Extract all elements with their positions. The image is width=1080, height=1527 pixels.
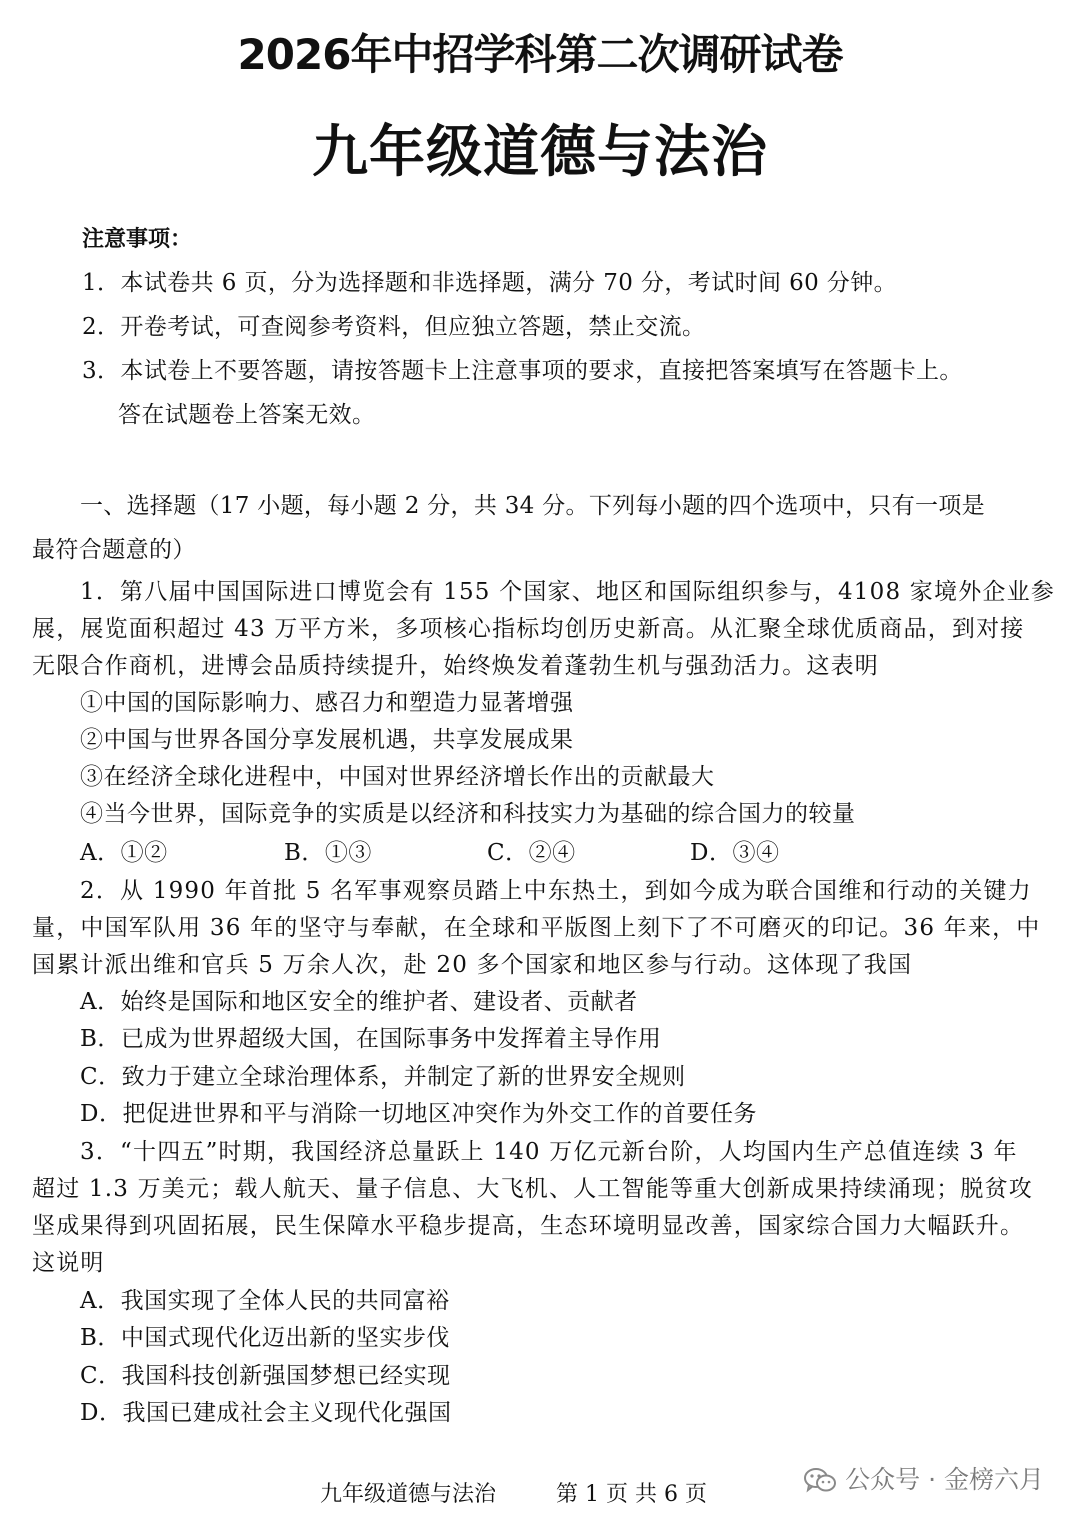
note-item-3: 3．本试卷上不要答题，请按答题卡上注意事项的要求，直接把答案填写在答题卡上。 (82, 358, 963, 384)
section-heading-continued: 最符合题意的） (32, 537, 196, 563)
question-1-option-b: B．①③ (284, 840, 372, 866)
question-3-stem-line-2: 超过 1.3 万美元；载人航天、量子信息、大飞机、人工智能等重大创新成果持续涌现；脱贫攻 (32, 1176, 1033, 1202)
exam-title: 2026年中招学科第二次调研试卷 (237, 30, 843, 79)
question-3-stem-line-1: 3．“十四五”时期，我国经济总量跃上 140 万亿元新台阶，人均国内生产总值连续 3 年 (80, 1139, 1018, 1165)
question-2-stem-line-2: 量，中国军队用 36 年的坚守与奉献，在全球和平版图上刻下了不可磨灭的印记。36 年来，中 (32, 915, 1041, 941)
exam-subject-title: 九年级道德与法治 (312, 120, 768, 185)
question-1-statement-1: ①中国的国际影响力、感召力和塑造力显著增强 (80, 690, 574, 716)
question-2-stem-line-3: 国累计派出维和官兵 5 万余人次，赴 20 多个国家和地区参与行动。这体现了我国 (32, 952, 913, 978)
watermark (803, 1460, 1044, 1500)
question-3-stem-line-4: 这说明 (32, 1250, 105, 1276)
footer-page-info: 第 1 页 共 6 页 (556, 1482, 707, 1507)
question-2-option-d: D．把促进世界和平与消除一切地区冲突作为外交工作的首要任务 (80, 1101, 757, 1127)
question-1-option-d: D．③④ (690, 840, 780, 866)
note-item-1: 1．本试卷共 6 页，分为选择题和非选择题，满分 70 分，考试时间 60 分钟。 (82, 270, 898, 296)
question-1-statement-4: ④当今世界，国际竞争的实质是以经济和科技实力为基础的综合国力的较量 (80, 801, 856, 827)
question-2-stem-line-1: 2．从 1990 年首批 5 名军事观察员踏上中东热土，到如今成为联合国维和行动的关键力 (80, 878, 1032, 904)
note-item-3-continued: 答在试题卷上答案无效。 (118, 402, 376, 428)
question-2-option-c: C．致力于建立全球治理体系，并制定了新的世界安全规则 (80, 1064, 686, 1090)
question-3-stem-line-3: 坚成果得到巩固拓展，民生保障水平稳步提高，生态环境明显改善，国家综合国力大幅跃升。 (32, 1213, 1025, 1239)
question-1-stem-line-3: 无限合作商机，进博会品质持续提升，始终焕发着蓬勃生机与强劲活力。这表明 (32, 653, 879, 679)
question-3-option-a: A．我国实现了全体人民的共同富裕 (80, 1288, 450, 1314)
wechat-icon (803, 1466, 837, 1500)
section-heading: 一、选择题（17 小题，每小题 2 分，共 34 分。下列每小题的四个选项中，只有一项是 (80, 493, 985, 519)
note-item-2: 2．开卷考试，可查阅参考资料，但应独立答题，禁止交流。 (82, 314, 706, 340)
question-3-option-d: D．我国已建成社会主义现代化强国 (80, 1400, 452, 1426)
watermark-text: 公众号 · 金榜六月 (845, 1465, 1044, 1494)
question-1-stem-line-2: 展，展览面积超过 43 万平方米，多项核心指标均创历史新高。从汇聚全球优质商品，到对接 (32, 616, 1025, 642)
question-1-statement-3: ③在经济全球化进程中，中国对世界经济增长作出的贡献最大 (80, 764, 715, 790)
footer-subject: 九年级道德与法治 (320, 1482, 497, 1507)
question-1-stem-line-1: 1．第八届中国国际进口博览会有 155 个国家、地区和国际组织参与，4108 家境外企业参 (80, 579, 1055, 605)
question-3-option-c: C．我国科技创新强国梦想已经实现 (80, 1363, 451, 1389)
notes-heading: 注意事项： (82, 227, 193, 252)
question-1-option-c: C．②④ (487, 840, 576, 866)
question-2-option-b: B．已成为世界超级大国，在国际事务中发挥着主导作用 (80, 1026, 662, 1052)
question-2-option-a: A．始终是国际和地区安全的维护者、建设者、贡献者 (80, 989, 638, 1015)
question-1-option-a: A．①② (80, 840, 168, 866)
question-1-statement-2: ②中国与世界各国分享发展机遇，共享发展成果 (80, 727, 574, 753)
question-3-option-b: B．中国式现代化迈出新的坚实步伐 (80, 1325, 450, 1351)
